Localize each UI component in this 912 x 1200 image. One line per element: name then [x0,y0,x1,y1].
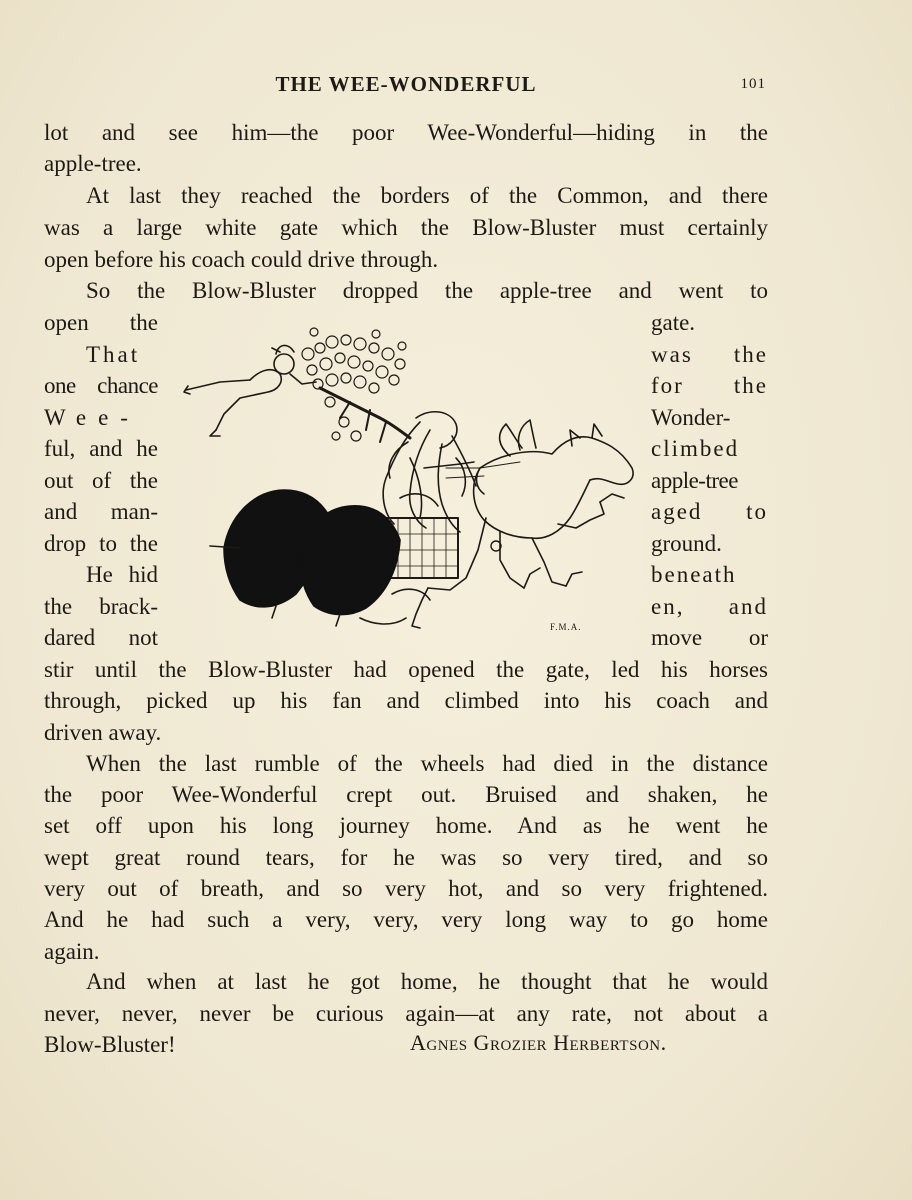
flying-boy-figure [184,345,316,436]
body-line: apple-tree. [44,151,142,176]
apple-tree [302,328,410,442]
wrap-right-line: move or [651,625,768,650]
body-line: was a large white gate which the Blow-Bluster must certainly [44,215,768,240]
paragraph-first-line: And when at last he got home, he thought that he would [86,969,768,994]
page-header [44,72,768,102]
body-line: again. [44,939,100,964]
body-line: lot and see him—the poor Wee-Wonderful—hiding in the [44,120,768,145]
paragraph-first-line: At last they reached the borders of the Common, and there [86,183,768,208]
body-line: never, never, never be curious again—at any rate, not about a [44,1001,768,1026]
umbrella-wheels [224,490,400,615]
body-line: And he had such a very, very, very long way to go home [44,907,768,932]
wrap-left-line: the brack- [44,594,158,619]
wrap-right-line: Wonder- [651,405,731,430]
body-line: Blow-Bluster! [44,1032,176,1057]
body-line: driven away. [44,720,162,745]
wrap-left-line: one chance [44,373,158,398]
wrap-left-line: Wee- [44,405,140,430]
wrap-left-line: He hid [86,562,158,587]
wrap-right-line: ground. [651,531,722,556]
page-number: 101 [740,76,766,92]
body-line: open before his coach could drive through. [44,247,439,272]
wrap-right-line: climbed [651,436,740,461]
wrap-left-line: That [86,342,141,367]
body-line: wept great round tears, for he was so very tired, and so [44,845,768,870]
wrap-right-line: gate. [651,310,696,335]
horse-figure [412,420,633,628]
author-signature: Agnes Grozier Herbertson. [410,1030,667,1055]
artist-monogram: F.M.A. [550,622,582,632]
wrap-right-line: beneath [651,562,737,587]
wrap-right-line: apple-tree [651,468,738,493]
wrap-right-line: en, and [651,594,768,619]
body-line: through, picked up his fan and climbed into his coach and [44,688,768,713]
paragraph-first-line: When the last rumble of the wheels had died in the distance [86,751,768,776]
body-line: stir until the Blow-Bluster had opened the gate, led his horses [44,657,768,682]
wrap-right-line: aged to [651,499,768,524]
body-line: set off upon his long journey home. And as he went he [44,813,768,838]
body-line: very out of breath, and so very hot, and so very frightened. [44,876,768,901]
body-line: the poor Wee-Wonderful crept out. Bruised and shaken, he [44,782,768,807]
wrap-right-line: for the [651,373,768,398]
wrap-left-line: and man- [44,499,158,524]
wrap-right-line: was the [651,342,768,367]
wrap-left-line: drop to the [44,531,158,556]
wrap-left-line: out of the [44,468,158,493]
wrap-left-line: dared not [44,625,158,650]
paragraph-first-line: So the Blow-Bluster dropped the apple-tree and went to [86,278,768,303]
running-title: THE WEE-WONDERFUL [275,72,537,96]
wrap-left-line: open the [44,310,158,335]
coach-illustration [180,318,642,642]
wrap-left-line: ful, and he [44,436,158,461]
